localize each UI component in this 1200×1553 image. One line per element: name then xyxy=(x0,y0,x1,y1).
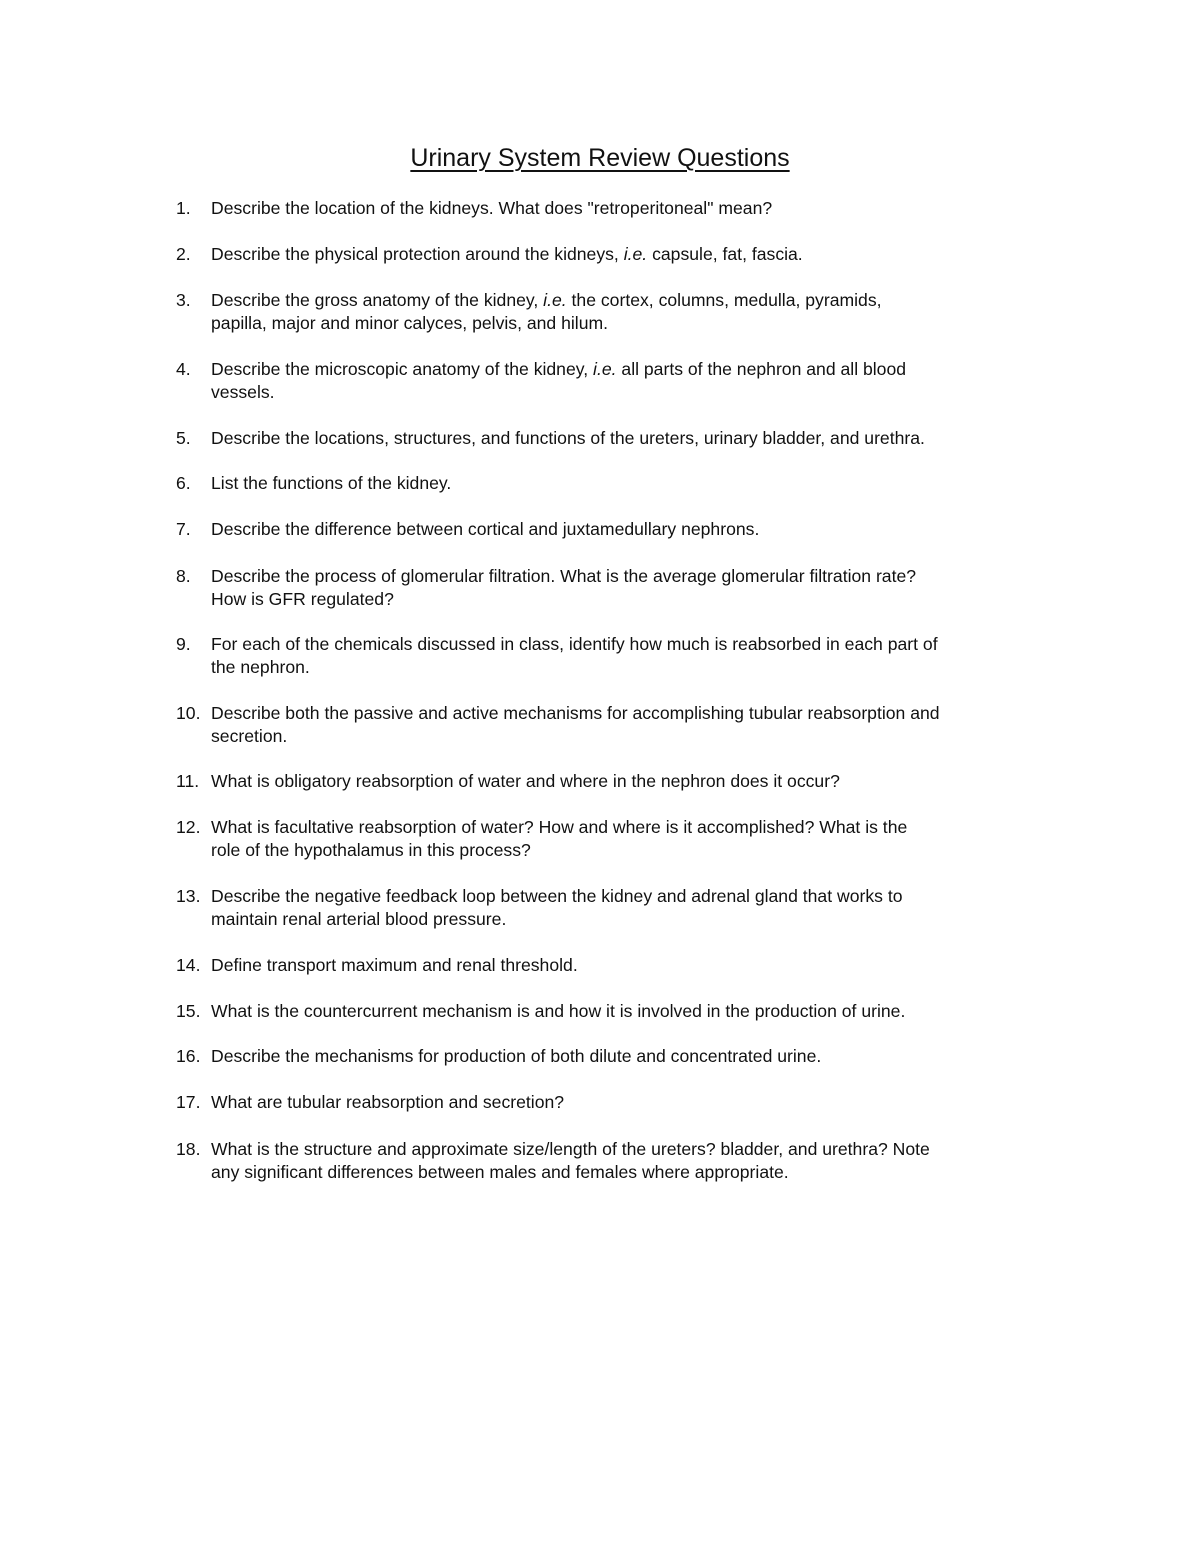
question-text-continued: papilla, major and minor calyces, pelvis, and hilum. xyxy=(211,313,609,333)
question-text: Describe the location of the kidneys. What does "retroperitoneal" mean? xyxy=(211,198,773,218)
question-number: 13. xyxy=(176,886,201,906)
question-text: What is facultative reabsorption of water? How and where is it accomplished? What is the xyxy=(211,817,908,837)
question-text-continued: How is GFR regulated? xyxy=(211,589,394,609)
question-number: 8. xyxy=(176,566,191,586)
question-number: 14. xyxy=(176,955,201,975)
question-number: 6. xyxy=(176,473,191,493)
question-item xyxy=(176,289,1036,335)
question-text-continued: secretion. xyxy=(211,726,288,746)
question-item xyxy=(176,1045,1036,1068)
question-text: Describe the difference between cortical and juxtamedullary nephrons. xyxy=(211,519,760,539)
question-number: 16. xyxy=(176,1046,201,1066)
question-text: List the functions of the kidney. xyxy=(211,473,452,493)
question-text: What is the structure and approximate size/length of the ureters? bladder, and urethra? Note xyxy=(211,1139,930,1159)
question-number: 18. xyxy=(176,1139,201,1159)
question-item xyxy=(176,1000,1036,1023)
question-text-continued: maintain renal arterial blood pressure. xyxy=(211,909,507,929)
question-number: 11. xyxy=(176,771,200,791)
question-item xyxy=(176,633,1036,679)
question-text-continued: role of the hypothalamus in this process? xyxy=(211,840,531,860)
question-text: Define transport maximum and renal threshold. xyxy=(211,955,578,975)
question-item xyxy=(176,427,1036,450)
question-item xyxy=(176,816,1036,862)
question-text: Describe the negative feedback loop between the kidney and adrenal gland that works to xyxy=(211,886,903,906)
question-item xyxy=(176,358,1036,404)
question-item xyxy=(176,243,1036,266)
question-item xyxy=(176,1138,1036,1184)
question-item xyxy=(176,770,1036,793)
question-number: 5. xyxy=(176,428,191,448)
question-number: 3. xyxy=(176,290,191,310)
question-number: 7. xyxy=(176,519,191,539)
question-text: Describe the process of glomerular filtration. What is the average glomerular filtration rate? xyxy=(211,566,917,586)
question-number: 15. xyxy=(176,1001,201,1021)
question-item xyxy=(176,197,1036,220)
question-number: 10. xyxy=(176,703,201,723)
question-text-continued: the nephron. xyxy=(211,657,310,677)
question-item xyxy=(176,1091,1036,1114)
question-item xyxy=(176,954,1036,977)
question-text: Describe the locations, structures, and functions of the ureters, urinary bladder, and urethra. xyxy=(211,428,925,448)
question-text: Describe the mechanisms for production of both dilute and concentrated urine. xyxy=(211,1046,822,1066)
question-item xyxy=(176,702,1036,748)
question-text: Describe the gross anatomy of the kidney, i.e. the cortex, columns, medulla, pyramids, xyxy=(211,290,882,310)
question-text-continued: vessels. xyxy=(211,382,275,402)
question-item xyxy=(176,518,1036,541)
question-number: 17. xyxy=(176,1092,201,1112)
question-text: What is obligatory reabsorption of water and where in the nephron does it occur? xyxy=(211,771,840,791)
question-text-continued: any significant differences between males and females where appropriate. xyxy=(211,1162,789,1182)
question-number: 9. xyxy=(176,634,191,654)
page-title: Urinary System Review Questions xyxy=(410,144,790,172)
question-number: 2. xyxy=(176,244,191,264)
question-text: For each of the chemicals discussed in class, identify how much is reabsorbed in each part of xyxy=(211,634,938,654)
question-item xyxy=(176,565,1036,611)
question-item xyxy=(176,472,1036,495)
question-item xyxy=(176,885,1036,931)
question-text: Describe the physical protection around the kidneys, i.e. capsule, fat, fascia. xyxy=(211,244,803,264)
question-text: What are tubular reabsorption and secretion? xyxy=(211,1092,565,1112)
question-number: 4. xyxy=(176,359,191,379)
question-text: Describe both the passive and active mechanisms for accomplishing tubular reabsorption and xyxy=(211,703,940,723)
question-number: 12. xyxy=(176,817,201,837)
question-number: 1. xyxy=(176,198,191,218)
question-text: What is the countercurrent mechanism is and how it is involved in the production of urine. xyxy=(211,1001,906,1021)
question-text: Describe the microscopic anatomy of the kidney, i.e. all parts of the nephron and all blood xyxy=(211,359,907,379)
